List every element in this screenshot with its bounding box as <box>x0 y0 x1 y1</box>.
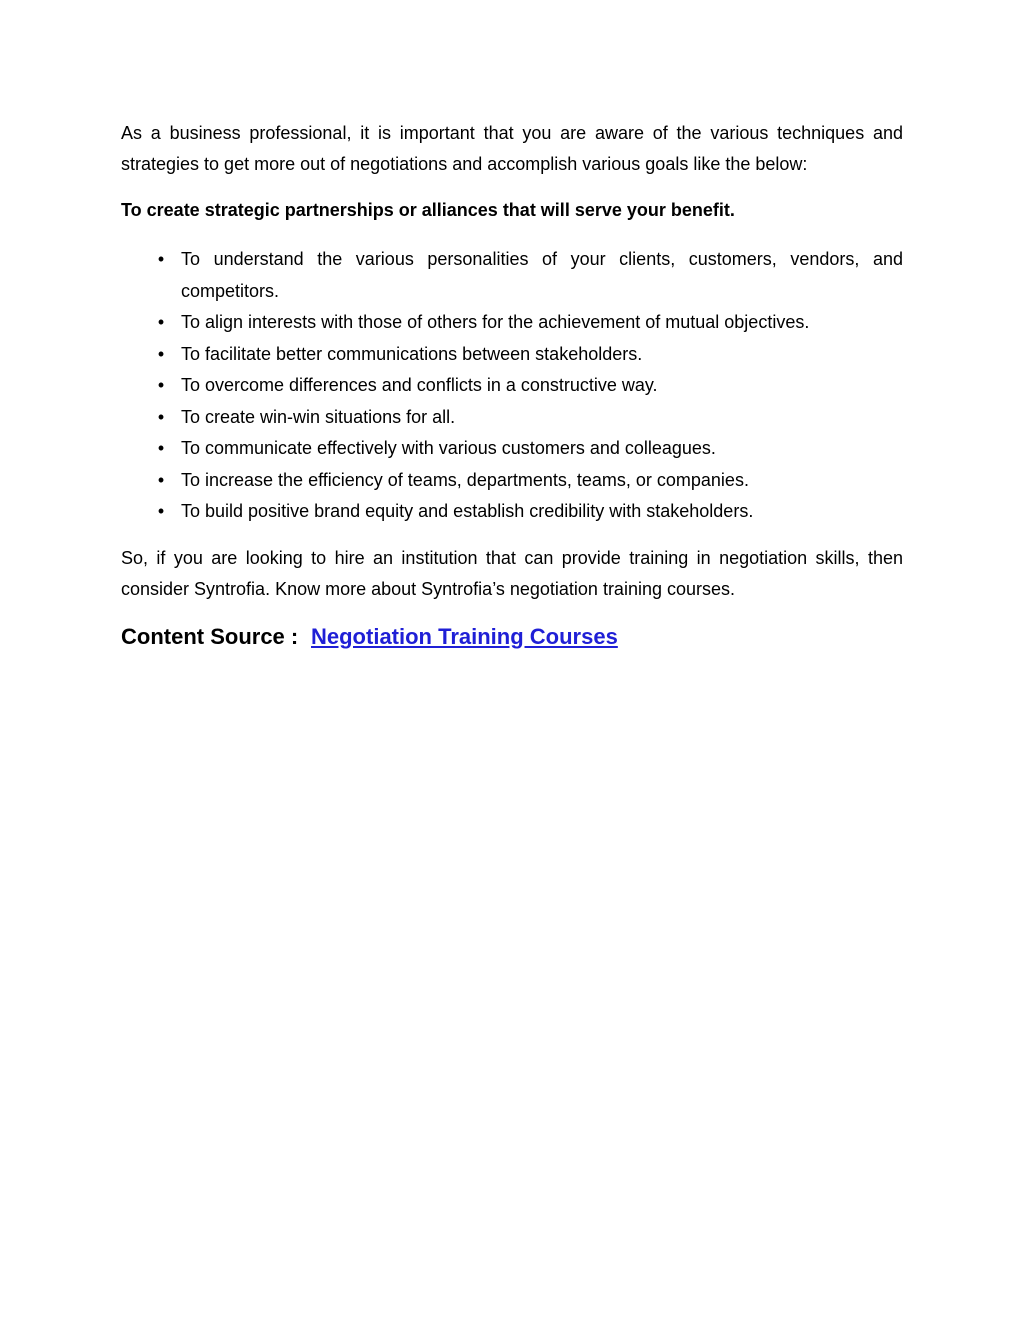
closing-paragraph: So, if you are looking to hire an institution that can provide training in negotiation skills, then consider Syntrofia. Know more about Syntrofia’s negotiation training courses. <box>121 547 903 599</box>
list-item <box>121 307 903 339</box>
list-item <box>121 433 903 465</box>
intro-paragraph: As a business professional, it is important that you are aware of the various techniques and strategies to get more out of negotiations and accomplish various goals like the below: <box>121 123 903 174</box>
list-item <box>121 465 903 497</box>
list-item-text: To facilitate better communications between stakeholders. <box>181 343 643 364</box>
list-item-text: To create win-win situations for all. <box>181 406 456 427</box>
list-item <box>121 244 903 307</box>
list-item <box>121 370 903 402</box>
bullet-icon: • <box>157 501 165 521</box>
list-item-text: To understand the various personalities of your clients, customers, vendors, and competitors. <box>181 249 903 301</box>
content-source <box>121 621 903 653</box>
negotiation-training-link[interactable]: Negotiation Training Courses <box>311 623 618 649</box>
list-item-text: To align interests with those of others for the achievement of mutual objectives. <box>181 312 810 332</box>
list-item-text: To increase the efficiency of teams, departments, teams, or companies. <box>181 469 749 490</box>
bullet-icon: • <box>157 343 165 364</box>
list-item <box>121 339 903 371</box>
list-item-text: To build positive brand equity and establish credibility with stakeholders. <box>181 501 754 521</box>
list-item-text: To communicate effectively with various customers and colleagues. <box>181 438 716 458</box>
list-item <box>121 402 903 434</box>
bullet-icon: • <box>157 469 165 490</box>
list-item <box>121 496 903 528</box>
bullet-icon: • <box>157 375 165 395</box>
goals-list <box>121 244 903 528</box>
bullet-icon: • <box>157 406 165 427</box>
bullet-icon: • <box>157 249 165 269</box>
document-page <box>121 118 903 653</box>
bullet-icon: • <box>157 312 165 332</box>
goals-heading: To create strategic partnerships or alliances that will serve your benefit. <box>121 200 735 220</box>
list-item-text: To overcome differences and conflicts in a constructive way. <box>181 375 658 395</box>
content-source-label: Content Source : <box>121 623 299 649</box>
bullet-icon: • <box>157 438 165 458</box>
